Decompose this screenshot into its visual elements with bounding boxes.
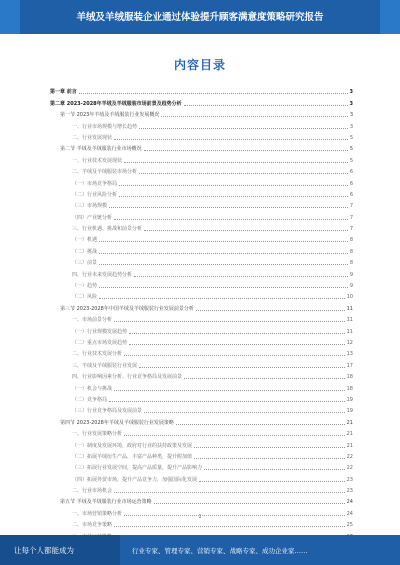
toc-entry-title: 二、行业市场机会: [72, 488, 113, 495]
toc-entry[interactable]: [50, 266, 353, 277]
toc-entry-title: （一）机遇: [72, 237, 98, 244]
toc-entry-page: 5: [349, 134, 353, 141]
toc-entry-title: 第四节 2023-2028年羊绒及羊绒服装行业发展策略: [60, 419, 174, 426]
table-of-contents: [50, 84, 353, 551]
toc-entry-title: 第二节 羊绒及羊绒服装行业市场概况: [60, 146, 142, 153]
toc-entry-page: 11: [346, 305, 353, 312]
toc-entry[interactable]: [50, 483, 353, 494]
toc-entry-title: 三、羊绒及羊绒服装行业发展: [72, 362, 138, 369]
toc-leader-dots: [176, 424, 345, 425]
toc-entry-title: （二）重点市场发展趋势: [72, 339, 128, 346]
toc-entry[interactable]: [50, 175, 353, 186]
toc-entry-title: 二、行业技术发展分析: [72, 351, 123, 358]
toc-entry-title: 四、行业未来发展趋势分析: [72, 271, 133, 278]
toc-entry-page: 3: [349, 112, 353, 119]
toc-entry-page: 8: [349, 248, 353, 255]
toc-entry-page: 18: [346, 385, 353, 392]
toc-entry-title: （三）行业竞争格局及发展前景: [72, 408, 143, 415]
toc-entry-page: 21: [346, 442, 353, 449]
toc-entry-page: 21: [346, 419, 353, 426]
toc-entry-page: 6: [349, 169, 353, 176]
toc-leader-dots: [196, 310, 345, 311]
toc-leader-dots: [99, 287, 348, 288]
toc-entry-page: 23: [346, 488, 353, 495]
toc-entry[interactable]: [50, 221, 353, 232]
toc-leader-dots: [144, 230, 348, 231]
toc-leader-dots: [114, 139, 348, 140]
toc-entry-title: 一、行业技术发展现状: [72, 157, 123, 164]
toc-entry-title: 第五节 羊绒及羊绒服装行业市场运营策略: [60, 499, 152, 506]
toc-entry-page: 18: [346, 374, 353, 381]
toc-entry-page: 5: [349, 157, 353, 164]
toc-heading: 内容目录: [173, 58, 226, 72]
toc-entry-page: 17: [346, 362, 353, 369]
toc-entry[interactable]: [50, 107, 353, 118]
toc-leader-dots: [194, 458, 345, 459]
toc-entry[interactable]: [50, 380, 353, 391]
toc-entry[interactable]: [50, 243, 353, 254]
toc-entry-page: 9: [349, 271, 353, 278]
toc-leader-dots: [184, 378, 345, 379]
toc-entry-page: 22: [346, 465, 353, 472]
toc-leader-dots: [184, 105, 348, 106]
toc-entry-title: 一、市场前景分析: [72, 317, 113, 324]
toc-entry-title: 二、羊绒及羊绒服装市场分析: [72, 169, 138, 176]
toc-entry-page: 19: [346, 396, 353, 403]
toc-entry-title: 二、市场竞争策略: [72, 522, 113, 529]
toc-entry-title: 第二章 2023-2028年羊绒及羊绒服装市场前景及趋势分析: [50, 100, 182, 107]
toc-leader-dots: [129, 344, 345, 345]
toc-entry-title: （三）市场规模: [72, 203, 108, 210]
toc-entry-title: （一）市场竞争格局: [72, 180, 118, 187]
toc-leader-dots: [79, 93, 348, 94]
toc-entry[interactable]: [50, 278, 353, 289]
toc-entry[interactable]: [50, 187, 353, 198]
toc-entry-page: 10: [346, 294, 353, 301]
toc-entry-title: 四、行业影响因素分析、行业竞争格局及发展前景: [72, 374, 183, 381]
toc-leader-dots: [161, 116, 347, 117]
toc-entry-title: （四）产业链分析: [72, 214, 113, 221]
toc-entry-title: 第三节 2023-2028年中国羊绒及羊绒服装行业发展前景分析: [60, 305, 194, 312]
toc-leader-dots: [109, 401, 345, 402]
toc-entry-page: 11: [346, 317, 353, 324]
toc-entry-page: 3: [349, 100, 353, 107]
header-accent-right: [380, 0, 400, 34]
toc-entry[interactable]: [50, 323, 353, 334]
toc-entry-page: 13: [346, 351, 353, 358]
toc-entry-page: 11: [346, 328, 353, 335]
toc-leader-dots: [204, 469, 345, 470]
toc-entry-title: 一、行业发展策略分析: [72, 431, 123, 438]
toc-entry[interactable]: [50, 426, 353, 437]
toc-leader-dots: [144, 150, 348, 151]
toc-entry-page: 24: [346, 510, 353, 517]
toc-leader-dots: [139, 128, 348, 129]
toc-entry-page: 23: [346, 476, 353, 483]
toc-entry-title: 一、市场营销策略分析: [72, 510, 123, 517]
toc-leader-dots: [109, 207, 348, 208]
toc-entry-page: 21: [346, 431, 353, 438]
toc-entry[interactable]: [50, 414, 353, 425]
toc-entry-page: 8: [349, 237, 353, 244]
toc-leader-dots: [129, 333, 345, 334]
toc-entry[interactable]: [50, 312, 353, 323]
toc-leader-dots: [124, 355, 345, 356]
toc-entry[interactable]: [50, 255, 353, 266]
toc-leader-dots: [99, 253, 348, 254]
toc-entry[interactable]: [50, 471, 353, 482]
toc-leader-dots: [124, 435, 345, 436]
toc-entry-title: （二）行业风险分析: [72, 191, 118, 198]
toc-entry-title: 二、行业发展现状: [72, 134, 113, 141]
toc-entry-title: （一）机会与挑战: [72, 385, 113, 392]
toc-entry-page: 7: [349, 226, 353, 233]
toc-leader-dots: [99, 241, 348, 242]
toc-leader-dots: [154, 503, 345, 504]
toc-entry-page: 3: [349, 123, 353, 130]
footer-tagline: 行业专家、管理专家、营销专家、战略专家、成功企业家……: [132, 547, 308, 555]
toc-entry[interactable]: [50, 449, 353, 460]
toc-entry-page: 12: [346, 339, 353, 346]
toc-entry-title: （二）挑战: [72, 248, 98, 255]
toc-entry[interactable]: [50, 460, 353, 471]
toc-entry[interactable]: [50, 346, 353, 357]
toc-entry-page: 24: [346, 499, 353, 506]
toc-entry-title: 一、行业市场规模与增长趋势: [72, 123, 138, 130]
toc-entry[interactable]: [50, 300, 353, 311]
toc-entry[interactable]: [50, 84, 353, 95]
toc-entry-title: 第一章 前言: [50, 89, 77, 96]
toc-entry-page: 6: [349, 191, 353, 198]
toc-leader-dots: [144, 412, 345, 413]
toc-entry-page: 9: [349, 283, 353, 290]
page-footer: [0, 535, 400, 565]
footer-slogan: 让每个人都能成为: [14, 546, 74, 555]
toc-entry-page: 22: [346, 453, 353, 460]
toc-leader-dots: [139, 367, 345, 368]
page-header: [0, 0, 400, 34]
toc-entry-title: （三）前景: [72, 260, 98, 267]
toc-leader-dots: [124, 162, 348, 163]
toc-leader-dots: [114, 321, 345, 322]
toc-entry[interactable]: [50, 130, 353, 141]
toc-entry[interactable]: [50, 403, 353, 414]
toc-leader-dots: [114, 492, 345, 493]
toc-leader-dots: [99, 298, 345, 299]
toc-entry[interactable]: [50, 392, 353, 403]
toc-entry[interactable]: [50, 198, 353, 209]
toc-leader-dots: [114, 390, 345, 391]
footer-left-band: [0, 535, 120, 565]
toc-leader-dots: [114, 526, 345, 527]
toc-entry-title: （二）拓展羊绒衍生产品，丰富产品种类，提升附加值: [72, 453, 193, 460]
toc-entry-page: 7: [349, 203, 353, 210]
toc-leader-dots: [99, 264, 348, 265]
toc-entry[interactable]: [50, 232, 353, 243]
toc-entry-page: 8: [349, 260, 353, 267]
toc-entry-title: （四）拓展外贸市场，提升产品竞争力，加强国际化发展: [72, 476, 198, 483]
toc-entry[interactable]: [50, 369, 353, 380]
toc-entry-title: 第一节 2023年羊绒及羊绒服装行业发展概况: [60, 112, 160, 119]
toc-entry[interactable]: [50, 289, 353, 300]
toc-entry-title: （二）竞争格局: [72, 396, 108, 403]
toc-leader-dots: [134, 276, 348, 277]
toc-entry-title: （一）趋势: [72, 283, 98, 290]
toc-entry[interactable]: [50, 118, 353, 129]
toc-entry[interactable]: [50, 494, 353, 505]
toc-leader-dots: [139, 173, 348, 174]
toc-entry-page: 3: [349, 89, 353, 96]
toc-entry[interactable]: [50, 164, 353, 175]
toc-entry-page: 6: [349, 180, 353, 187]
toc-entry[interactable]: [50, 335, 353, 346]
report-title: 羊绒及羊绒服装企业通过体验提升顾客满意度策略研究报告: [76, 12, 324, 23]
toc-entry-title: （一）制度及发展环境，政府对行业的扶持政策及发展: [72, 442, 193, 449]
toc-entry-page: 5: [349, 146, 353, 153]
toc-entry-title: （三）拓展行业发展空间，提高产品质量，提升产品影响力: [72, 465, 203, 472]
toc-entry-page: 7: [349, 214, 353, 221]
header-accent-left: [0, 0, 20, 34]
toc-entry[interactable]: [50, 141, 353, 152]
toc-leader-dots: [199, 481, 345, 482]
toc-entry[interactable]: [50, 209, 353, 220]
page-number: 1: [198, 514, 202, 520]
toc-leader-dots: [194, 447, 345, 448]
toc-entry-title: （一）行业规模发展趋势: [72, 328, 128, 335]
toc-entry-page: 19: [346, 408, 353, 415]
toc-entry-title: （二）风险: [72, 294, 98, 301]
toc-leader-dots: [119, 196, 348, 197]
toc-entry-page: 25: [346, 522, 353, 529]
toc-leader-dots: [114, 219, 348, 220]
toc-entry[interactable]: [50, 152, 353, 163]
toc-entry[interactable]: [50, 437, 353, 448]
toc-entry[interactable]: [50, 357, 353, 368]
toc-entry[interactable]: [50, 95, 353, 106]
toc-leader-dots: [119, 185, 348, 186]
toc-entry-title: 三、行业机遇、挑战和前景分析: [72, 226, 143, 233]
